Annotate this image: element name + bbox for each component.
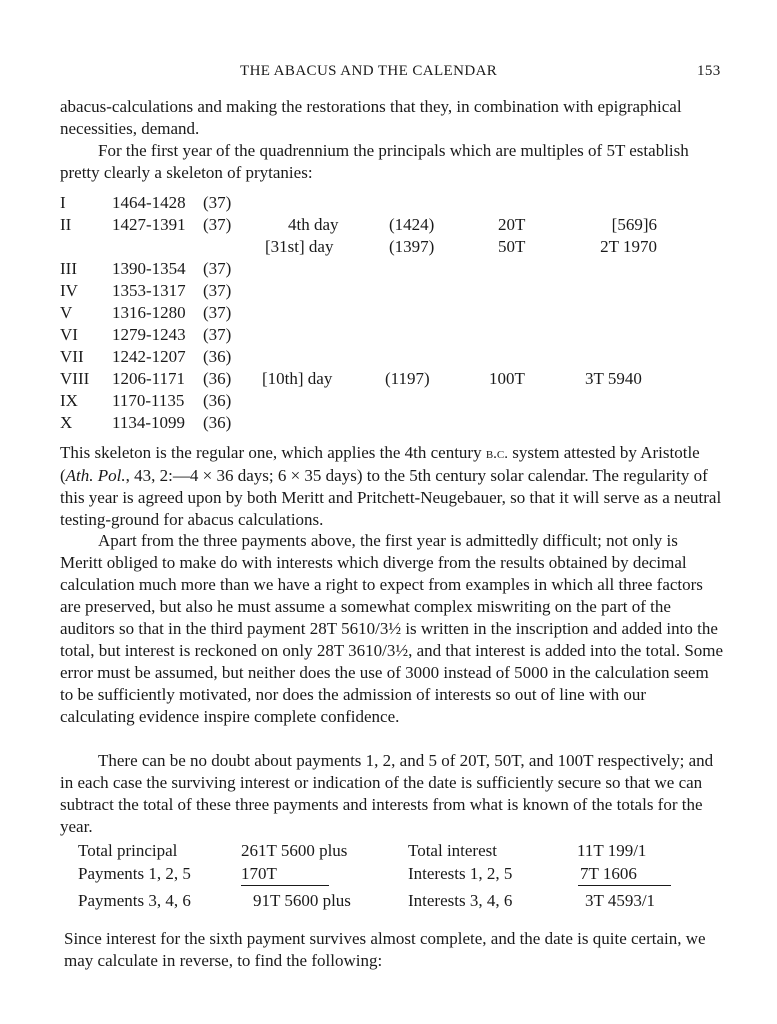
prytany-num: I [60, 193, 66, 212]
payment-principal: 20T [498, 215, 526, 234]
paragraph-1: abacus-calculations and making the restorations that they, in combination with epigraphical necessities, demand. [60, 97, 682, 138]
prytany-range: 1390-1354 [112, 259, 186, 278]
page-number: 153 [697, 63, 721, 79]
payment-interest: 3T 5940 [585, 369, 642, 388]
era-abbrev: b.c. [485, 446, 509, 462]
payment-abs-day: (1397) [389, 237, 435, 256]
prytany-range: 1134-1099 [112, 413, 186, 432]
subtraction-rule [578, 885, 671, 886]
text-span: This skeleton is the regular one, which applies the 4th century [60, 443, 486, 462]
text-span: , 43, 2:—4 × 36 days; 6 × 35 days) to the 5th century solar calendar. The regularity of this year is agreed upon by both Meritt and Pritchett-Neugebauer, so that it will serve as a neutral testing-ground for abacus calculations. [60, 466, 722, 529]
payment-interest: 2T 1970 [600, 237, 657, 256]
prytany-num: IX [60, 391, 78, 410]
totals-interest-value: 11T 199/1 [577, 841, 647, 860]
totals-interest-value: 7T 1606 [580, 864, 637, 883]
subtraction-rule [241, 885, 329, 886]
prytany-days: (37) [203, 303, 232, 322]
prytany-days: (36) [203, 391, 232, 410]
prytany-num: VI [60, 325, 78, 344]
prytany-days: (37) [203, 193, 232, 212]
payment-abs-day: (1197) [385, 369, 430, 388]
prytany-num: III [60, 259, 77, 278]
prytany-range: 1279-1243 [112, 325, 186, 344]
paragraph-5: There can be no doubt about payments 1, 2, and 5 of 20T, 50T, and 100T respectively; and in each case the surviving interest or indication of the date is sufficiently secure so that we can subtract the total of these three payments and interests from what is known of the totals for the year. [60, 751, 714, 836]
prytany-num: VIII [60, 369, 90, 388]
prytany-range: 1206-1171 [112, 369, 186, 388]
prytany-range: 1316-1280 [112, 303, 186, 322]
prytany-range: 1170-1135 [112, 391, 185, 410]
payment-principal: 100T [489, 369, 525, 388]
totals-interest-label: Interests 1, 2, 5 [408, 864, 513, 883]
payment-day: 4th day [288, 215, 339, 234]
prytany-num: IV [60, 281, 78, 300]
totals-label: Total principal [78, 841, 178, 860]
prytany-days: (37) [203, 259, 232, 278]
prytany-range: 1464-1428 [112, 193, 186, 212]
totals-interest-value: 3T 4593/1 [585, 891, 656, 910]
totals-label: Payments 1, 2, 5 [78, 864, 191, 883]
prytany-days: (37) [203, 215, 232, 234]
running-title: THE ABACUS AND THE CALENDAR [240, 63, 498, 79]
payment-principal: 50T [498, 237, 526, 256]
totals-interest-label: Total interest [408, 841, 497, 860]
prytany-num: X [60, 413, 73, 432]
prytany-days: (36) [203, 369, 232, 388]
paragraph-3 [60, 442, 724, 531]
totals-value: 261T 5600 plus [241, 841, 348, 860]
paragraph-6: Since interest for the sixth payment survives almost complete, and the date is quite certain, we may calculate in reverse, to find the following: [64, 929, 706, 970]
payment-day: [31st] day [265, 237, 334, 256]
totals-value: 91T 5600 plus [253, 891, 351, 910]
paragraph-2: For the first year of the quadrennium the principals which are multiples of 5T establish pretty clearly a skeleton of prytanies: [60, 141, 689, 182]
prytany-days: (36) [203, 347, 232, 366]
prytany-num: VII [60, 347, 84, 366]
citation-title: Ath. Pol. [65, 466, 126, 485]
payment-abs-day: (1424) [389, 215, 435, 234]
totals-value: 170T [241, 864, 277, 883]
prytany-range: 1353-1317 [112, 281, 186, 300]
paragraph-4: Apart from the three payments above, the first year is admittedly difficult; not only is Meritt obliged to make do with interests which diverge from the results obtained by decimal calculation much more than we have a right to expect from examples in which all three factors are preserved, but also he must assume a somewhat complex miswriting on the part of the auditors so that in the third payment 28T 5610/3½ is written in the inscription and added into the total, but interest is reckoned on only 28T 3610/3½, and that interest is added into the total. Some error must be assumed, but neither does the use of 3000 instead of 5000 in the calculation seem to be sufficiently motivated, nor does the admission of interests so out of line with our calculating evidence inspire complete confidence. [60, 531, 724, 726]
prytany-num: V [60, 303, 73, 322]
text-span: system attested by Aristotle ( [60, 443, 700, 485]
prytany-days: (37) [203, 281, 232, 300]
totals-label: Payments 3, 4, 6 [78, 891, 191, 910]
prytany-days: (37) [203, 325, 232, 344]
prytany-range: 1427-1391 [112, 215, 186, 234]
prytany-days: (36) [203, 413, 232, 432]
prytany-range: 1242-1207 [112, 347, 186, 366]
payment-interest: [569]6 [611, 215, 657, 234]
totals-interest-label: Interests 3, 4, 6 [408, 891, 513, 910]
prytany-num: II [60, 215, 72, 234]
payment-day: [10th] day [262, 369, 333, 388]
